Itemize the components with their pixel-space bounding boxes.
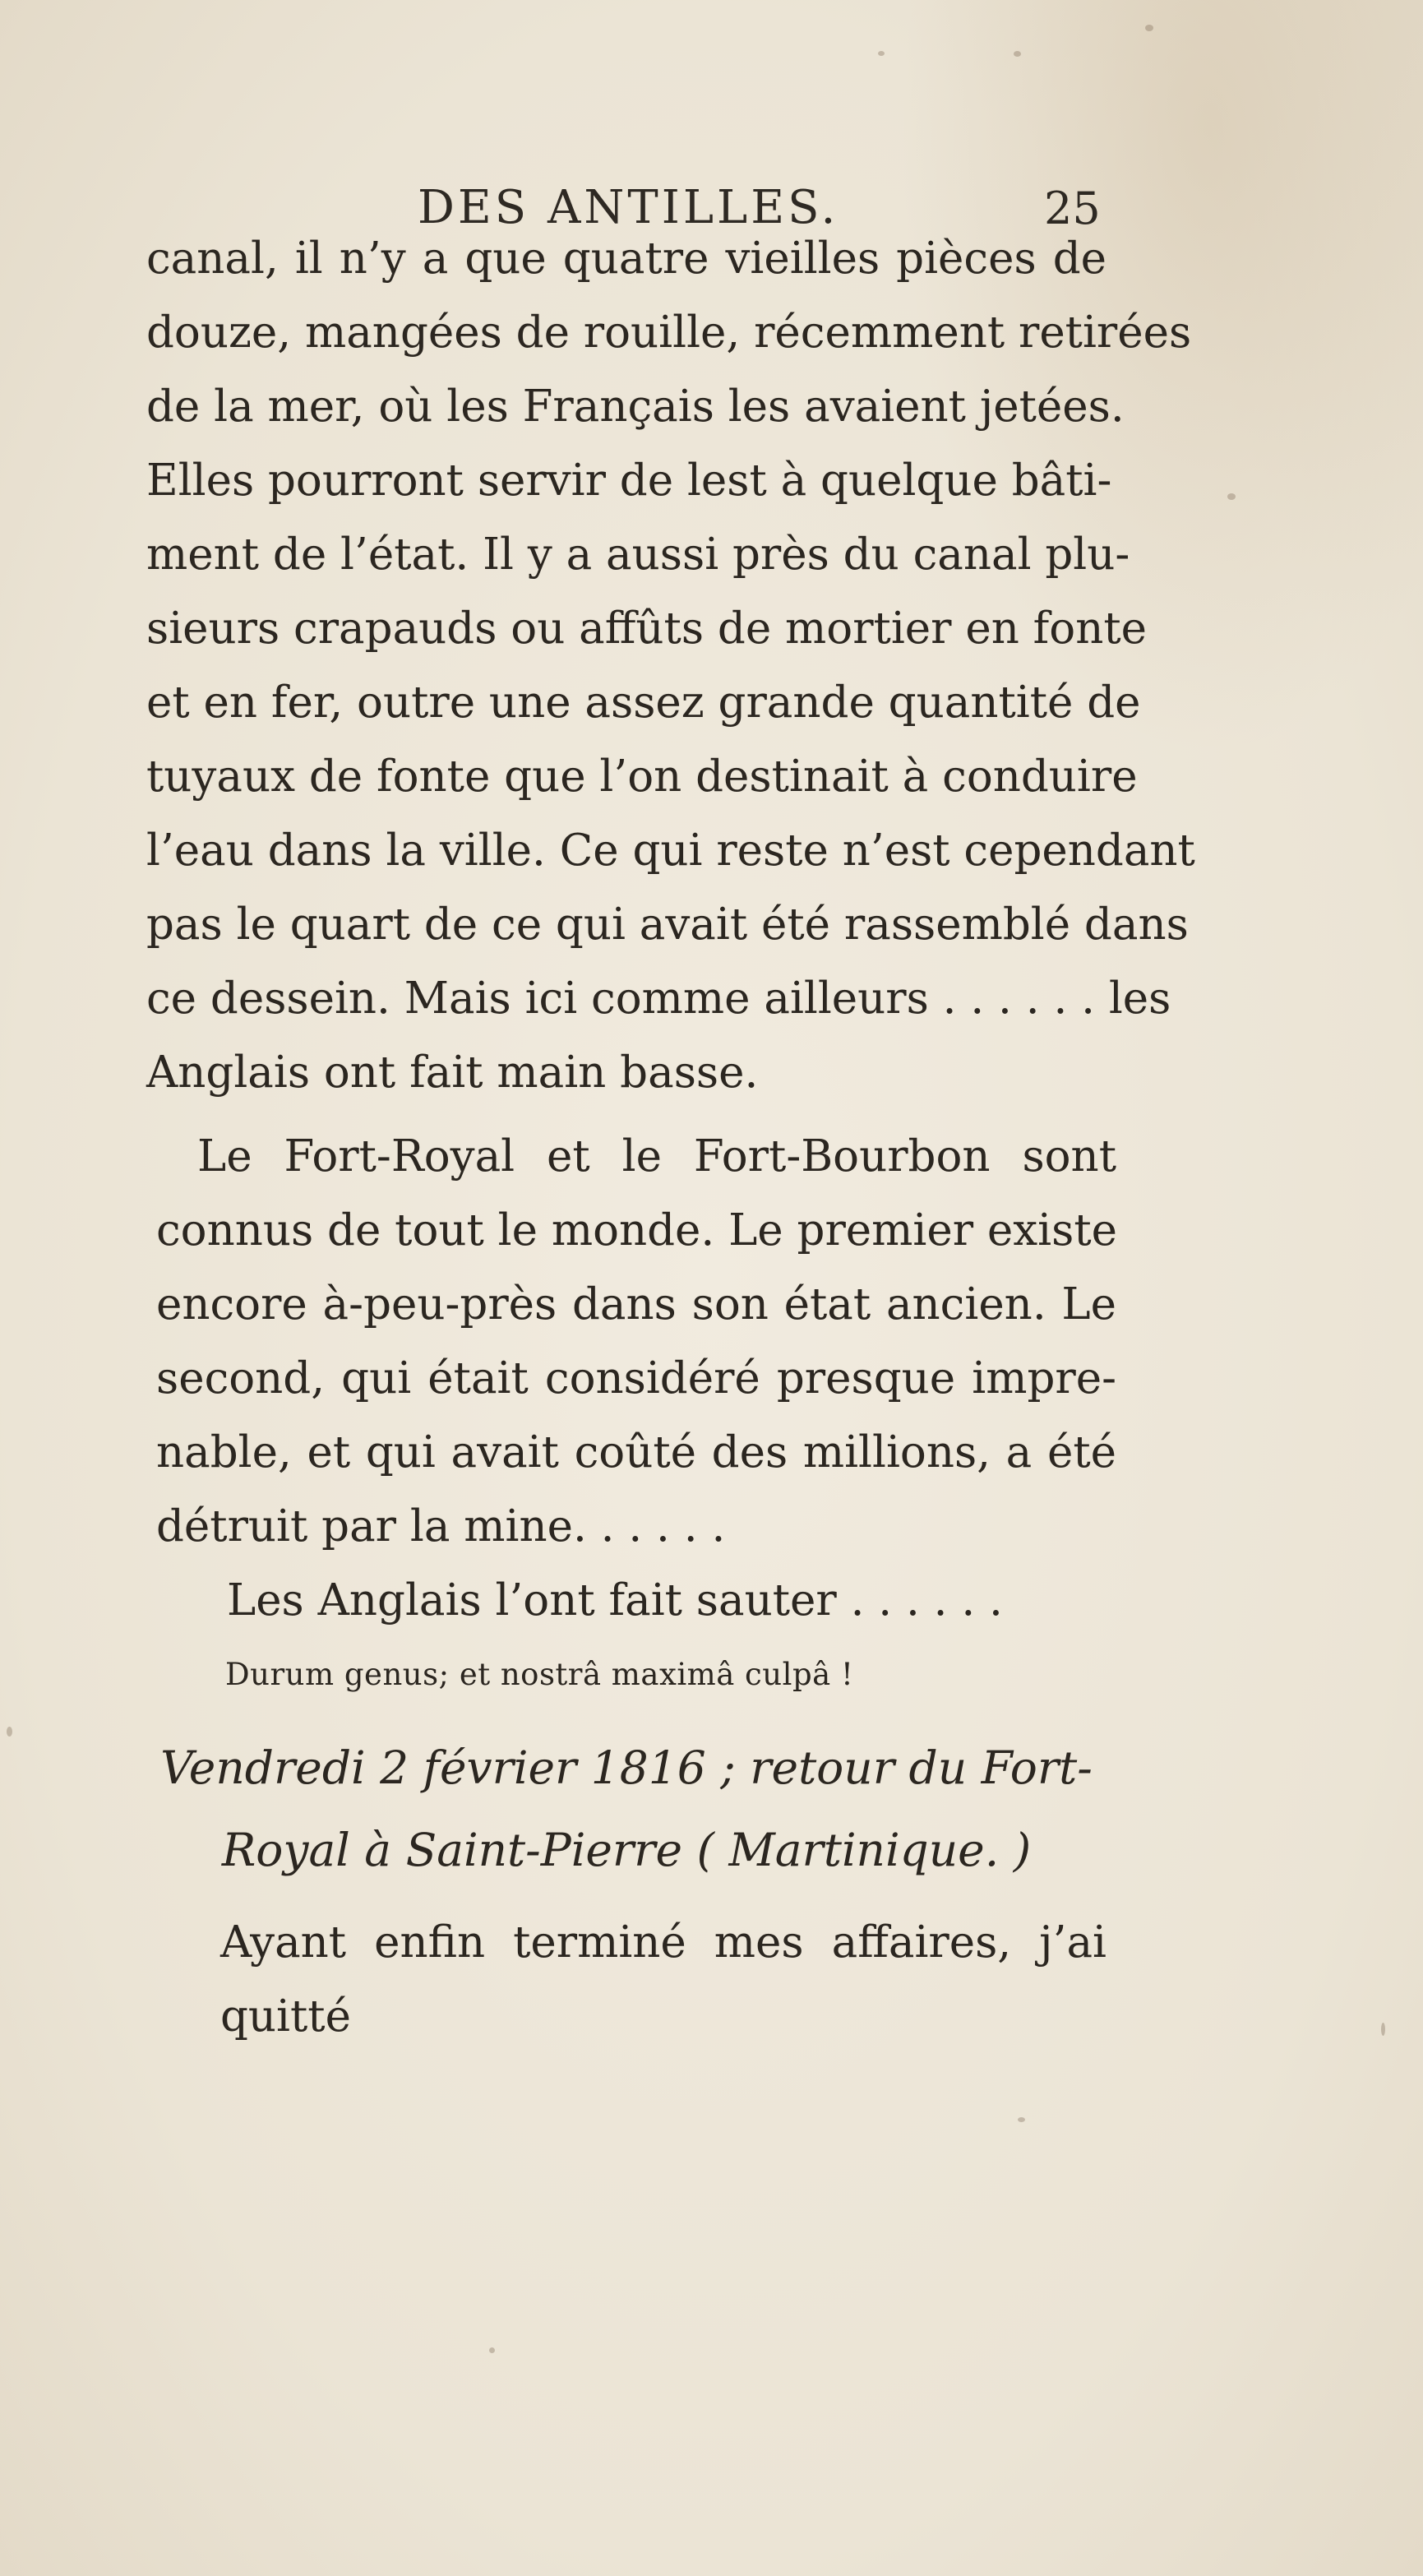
- foxing-spot: [878, 51, 885, 56]
- text-line: second, qui était considéré presque impre-: [156, 1353, 1116, 1404]
- page-number: 25: [1044, 183, 1101, 234]
- text-line: ment de l’état. Il y a aussi près du canal plu-: [146, 530, 1130, 580]
- paragraph-2: [156, 1120, 1133, 1564]
- text-line: Elles pourront servir de lest à quelque bâti-: [146, 456, 1112, 506]
- foxing-spot: [7, 1727, 12, 1737]
- foxing-spot: [1014, 51, 1021, 57]
- latin-quote: Durum genus; et nostrâ maximâ culpâ !: [225, 1657, 854, 1692]
- foxing-spot: [1381, 2023, 1385, 2036]
- running-head: [146, 164, 1133, 238]
- text-line: encore à-peu-près dans son état ancien. Le: [156, 1279, 1116, 1330]
- paragraph-4: Ayant enfin terminé mes affaires, j’ai quitté: [220, 1917, 1107, 2042]
- text-line: détruit par la mine. . . . . .: [156, 1501, 726, 1552]
- text-line: Le Fort-Royal et le Fort-Bourbon sont: [197, 1131, 1116, 1182]
- running-title: DES ANTILLES.: [418, 181, 839, 234]
- text-line: l’eau dans la ville. Ce qui reste n’est cependant: [146, 826, 1195, 876]
- heading-line: Vendredi 2 février 1816 ; retour du Fort-: [160, 1741, 1093, 1794]
- text-line: sieurs crapauds ou affûts de mortier en fonte: [146, 604, 1148, 654]
- text-line: ce dessein. Mais ici comme ailleurs . . . . . . les: [146, 974, 1171, 1024]
- foxing-spot: [1145, 25, 1153, 31]
- paragraph-3: Les Anglais l’ont fait sauter . . . . . .: [227, 1575, 1003, 1626]
- text-line: douze, mangées de rouille, récemment retirées: [146, 308, 1192, 358]
- text-line: tuyaux de fonte que l’on destinait à conduire: [146, 752, 1138, 802]
- paragraph-1: [146, 222, 1195, 1110]
- heading-line: Royal à Saint-Pierre ( Martinique. ): [221, 1824, 1032, 1876]
- entry-heading: [146, 1727, 1107, 1891]
- text-line: de la mer, où les Français les avaient jetées.: [146, 382, 1125, 432]
- text-line: connus de tout le monde. Le premier existe: [156, 1205, 1117, 1256]
- foxing-spot: [489, 2347, 495, 2353]
- foxing-spot: [1227, 493, 1236, 500]
- page-text: [146, 164, 1195, 2042]
- text-line: Anglais ont fait main basse.: [146, 1048, 759, 1098]
- text-line: nable, et qui avait coûté des millions, a été: [156, 1427, 1116, 1478]
- text-line: canal, il n’y a que quatre vieilles pièces de: [146, 234, 1107, 284]
- foxing-spot: [1018, 2117, 1025, 2122]
- text-line: et en fer, outre une assez grande quantité de: [146, 678, 1141, 728]
- text-line: pas le quart de ce qui avait été rassemblé dans: [146, 900, 1189, 950]
